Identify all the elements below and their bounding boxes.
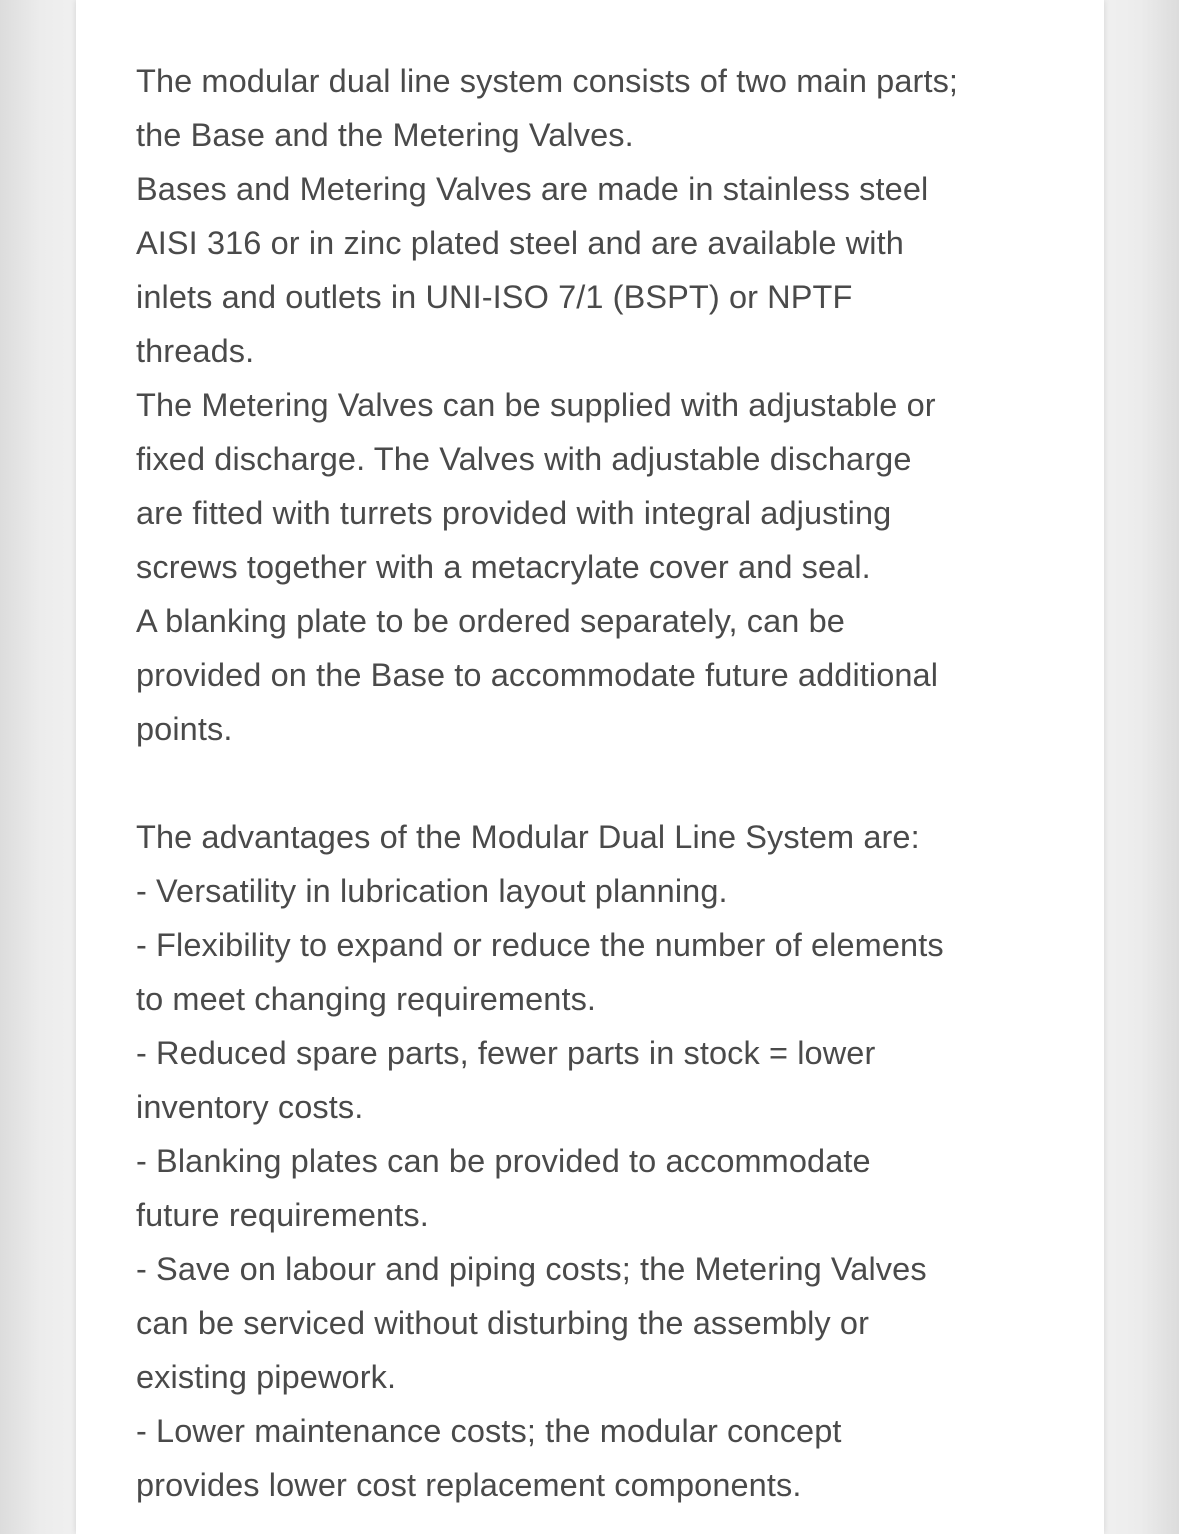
list-item-continued: can be serviced without disturbing the assembly or [136,1305,870,1341]
list-item: - Lower maintenance costs; the modular concept [136,1413,842,1449]
list-item: - Reduced spare parts, fewer parts in stock = lower [136,1035,876,1071]
list-item: - Versatility in lubrication layout planning. [136,873,728,909]
advantages-list [136,810,1096,1512]
list-item: - Flexibility to expand or reduce the number of elements [136,927,944,963]
document-text [136,54,1096,1512]
text-line: points. [136,711,233,747]
list-item-continued: future requirements. [136,1197,429,1233]
paragraph-spacer [136,756,1096,810]
text-line: inlets and outlets in UNI-ISO 7/1 (BSPT) or NPTF [136,279,853,315]
list-item-continued: existing pipework. [136,1359,397,1395]
text-line: the Base and the Metering Valves. [136,117,634,153]
text-line: The modular dual line system consists of two main parts; [136,63,959,99]
text-line: threads. [136,333,255,369]
text-line: are fitted with turrets provided with integral adjusting [136,495,892,531]
text-line: AISI 316 or in zinc plated steel and are available with [136,225,904,261]
list-item: - Blanking plates can be provided to accommodate [136,1143,871,1179]
content-card [76,0,1104,1534]
text-line: Bases and Metering Valves are made in stainless steel [136,171,929,207]
text-line: provided on the Base to accommodate future additional [136,657,939,693]
intro-paragraph [136,54,1096,756]
text-line: screws together with a metacrylate cover and seal. [136,549,871,585]
list-item-continued: to meet changing requirements. [136,981,597,1017]
list-item-continued: inventory costs. [136,1089,364,1125]
list-item: - Save on labour and piping costs; the Metering Valves [136,1251,927,1287]
text-line: A blanking plate to be ordered separately, can be [136,603,845,639]
text-line: The Metering Valves can be supplied with adjustable or [136,387,936,423]
text-line: fixed discharge. The Valves with adjustable discharge [136,441,912,477]
advantages-heading: The advantages of the Modular Dual Line System are: [136,819,920,855]
list-item-continued: provides lower cost replacement components. [136,1467,802,1503]
